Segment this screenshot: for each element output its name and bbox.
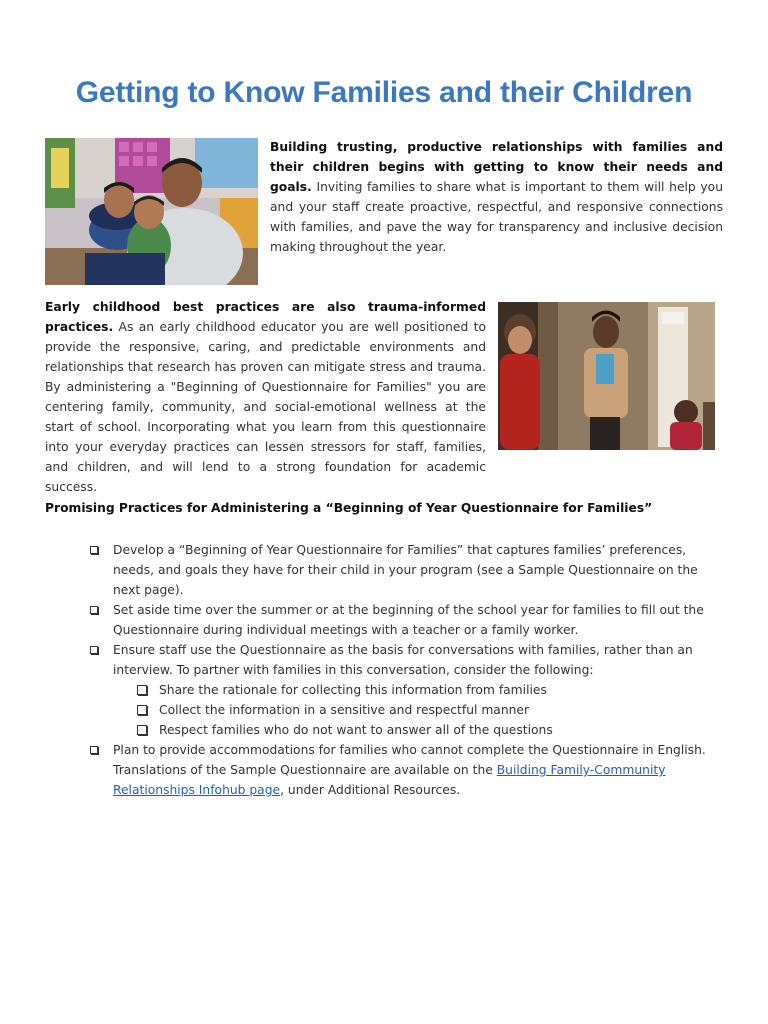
checkbox-bullet-icon [137, 705, 147, 715]
sub-list-item [134, 720, 718, 740]
section-heading: Promising Practices for Administering a “Beginning of Year Questionnaire for Families” [45, 501, 653, 515]
intro-bold-text: Building trusting, productive relationships with families and their children begins with getting to know their needs and goals. [270, 140, 723, 194]
list-item [88, 540, 718, 600]
infohub-link[interactable]: Building Family-Community Relationships Infohub page [113, 763, 666, 797]
trauma-text: As an early childhood educator you are well positioned to provide the responsive, caring, and predictable environments and relationships that research has proven can mitigate stress and trauma. By administering a "Beginning of Questionnaire for Families" you are centering family, community, and social-emotional wellness at the start of school. Incorporating what you learn from this questionnaire into your everyday practices can lessen stressors for staff, families, and children, and will lend to a strong foundation for academic success. [45, 320, 486, 494]
checkbox-bullet-icon [90, 646, 98, 654]
intro-text: Inviting families to share what is important to them will help you and your staff create proactive, respectful, and responsive connections with families, and pave the way for transparency and inclusive decision making throughout the year. [270, 180, 723, 254]
list-item [88, 640, 718, 740]
sub-item-1: Share the rationale for collecting this information from families [159, 683, 547, 697]
list-item [88, 600, 718, 640]
practice-item-1: Develop a “Beginning of Year Questionnaire for Families” that captures families’ preferences, needs, and goals they have for their child in your program (see a Sample Questionnaire on the next page). [113, 543, 698, 597]
checkbox-bullet-icon [137, 685, 147, 695]
practices-list [88, 540, 718, 800]
intro-paragraph [270, 137, 723, 257]
practice-item-4-before: Plan to provide accommodations for families who cannot complete the Questionnaire in English. Translations of the Sample Questionnaire are available on the [113, 743, 706, 777]
practice-item-3: Ensure staff use the Questionnaire as the basis for conversations with families, rather than an interview. To partner with families in this conversation, consider the following: [113, 643, 693, 677]
practice-item-2: Set aside time over the summer or at the beginning of the school year for families to fill out the Questionnaire during individual meetings with a teacher or a family worker. [113, 603, 704, 637]
checkbox-bullet-icon [90, 606, 98, 614]
practice-item-4-after: , under Additional Resources. [280, 783, 461, 797]
sub-item-2: Collect the information in a sensitive and respectful manner [159, 703, 530, 717]
sub-item-3: Respect families who do not want to answer all of the questions [159, 723, 553, 737]
conversation-sublist [113, 680, 718, 740]
home-visit-photo [498, 302, 715, 450]
list-item [88, 740, 718, 800]
family-classroom-photo [45, 138, 258, 285]
sub-list-item [134, 680, 718, 700]
trauma-informed-paragraph [45, 297, 486, 497]
checkbox-bullet-icon [90, 546, 98, 554]
page-title: Getting to Know Families and their Children [75, 76, 693, 109]
checkbox-bullet-icon [137, 725, 147, 735]
trauma-bold-text: Early childhood best practices are also trauma-informed practices. [45, 300, 486, 334]
checkbox-bullet-icon [90, 746, 98, 754]
sub-list-item [134, 700, 718, 720]
